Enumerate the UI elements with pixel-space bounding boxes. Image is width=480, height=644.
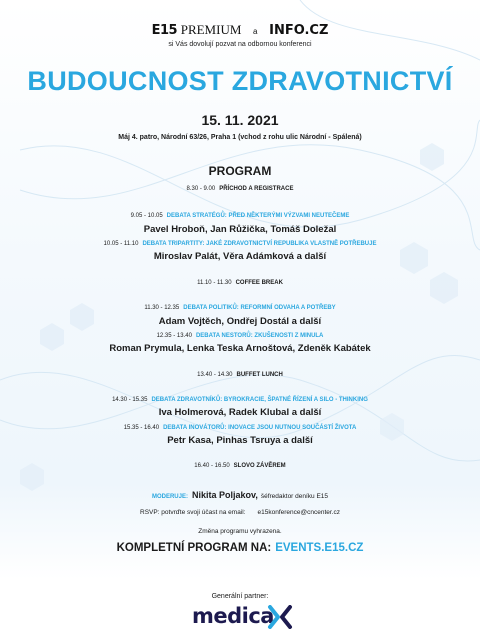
program-speakers: Pavel Hroboň, Jan Růžička, Tomáš Doležal bbox=[143, 224, 337, 235]
info-cz-logo: INFO.CZ bbox=[269, 23, 329, 38]
program-label: COFFEE BREAK bbox=[235, 280, 283, 286]
moderator-role: šéfredaktor deníku E15 bbox=[260, 493, 329, 500]
program-label: DEBATA TRIPARTITY: JAKÉ ZDRAVOTNICTVÍ REPUBLIKA VLASTNĚ POTŘEBUJE bbox=[142, 241, 377, 247]
program-label: SLOVO ZÁVĚREM bbox=[233, 463, 286, 469]
premium-wordmark: PREMIUM bbox=[180, 22, 242, 37]
program-item bbox=[0, 425, 480, 431]
program-time: 9.05 - 10.05 bbox=[130, 213, 163, 219]
program-time: 12.35 - 13.40 bbox=[156, 333, 192, 339]
general-partner-label: Generální partner: bbox=[211, 593, 269, 600]
program-item bbox=[0, 186, 480, 192]
program-time: 14.30 - 15.35 bbox=[112, 397, 148, 403]
program-heading: PROGRAM bbox=[208, 164, 272, 178]
program-change-notice: Změna programu vyhrazena. bbox=[198, 528, 282, 535]
moderator-line bbox=[0, 490, 480, 500]
program-label: BUFFET LUNCH bbox=[236, 372, 283, 378]
program-item bbox=[0, 213, 480, 219]
rsvp-text: RSVP: potvrďte svoji účast na email: bbox=[140, 509, 246, 516]
program-label: DEBATA POLITIKŮ: REFORMNÍ ODVAHA A POTŘEBY bbox=[183, 305, 336, 311]
program-label: DEBATA STRATÉGŮ: PŘED NĚKTERÝMI VÝZVAMI NEUTEČEME bbox=[166, 213, 350, 219]
program-speakers: Petr Kasa, Pinhas Tsruya a další bbox=[167, 435, 313, 446]
program-item bbox=[0, 280, 480, 286]
program-time: 11.10 - 11.30 bbox=[197, 280, 232, 286]
program-label: DEBATA ZDRAVOTNÍKŮ: BYROKRACIE, ŠPATNÉ ŘÍZENÍ A SILO - THINKING bbox=[151, 397, 368, 403]
rsvp-email-link[interactable]: e15konference@cncenter.cz bbox=[257, 509, 340, 516]
medica-logo-wordmark: medica bbox=[192, 604, 274, 628]
program-time: 10.05 - 11.10 bbox=[103, 241, 139, 247]
full-program-line bbox=[0, 542, 480, 554]
program-item bbox=[0, 397, 480, 403]
events-website-link[interactable]: EVENTS.E15.CZ bbox=[275, 542, 364, 554]
program-speakers: Miroslav Palát, Věra Adámková a další bbox=[153, 251, 327, 262]
program-item bbox=[0, 463, 480, 469]
program-label: DEBATA INOVÁTORŮ: INOVACE JSOU NUTNOU SOUČÁSTÍ ŽIVOTA bbox=[163, 425, 357, 431]
logo-connector: a bbox=[253, 27, 258, 36]
program-item bbox=[0, 372, 480, 378]
program-speakers: Adam Vojtěch, Ondřej Dostál a další bbox=[158, 316, 322, 327]
program-time: 8.30 - 9.00 bbox=[186, 186, 216, 192]
program-speakers: Iva Holmerová, Radek Klubal a další bbox=[158, 407, 322, 418]
hexagon-shape bbox=[430, 272, 458, 304]
e15-logo: E15 bbox=[151, 23, 178, 38]
rsvp-line bbox=[0, 509, 480, 516]
program-item bbox=[0, 305, 480, 311]
program-time: 13.40 - 14.30 bbox=[197, 372, 233, 378]
moderator-label: MODERUJE: bbox=[151, 494, 188, 500]
program-label: PŘÍCHOD A REGISTRACE bbox=[219, 186, 294, 192]
program-label: DEBATA NESTORŮ: ZKUŠENOSTI Z MINULA bbox=[195, 333, 324, 339]
invitation-text: si Vás dovolují pozvat na odbornou konferenci bbox=[168, 41, 312, 48]
program-time: 15.35 - 16.40 bbox=[123, 425, 160, 431]
program-item bbox=[0, 333, 480, 339]
program-item bbox=[0, 241, 480, 247]
organizer-logos bbox=[0, 22, 480, 38]
program-time: 16.40 - 16.50 bbox=[194, 463, 230, 469]
full-program-label: KOMPLETNÍ PROGRAM NA: bbox=[116, 542, 272, 554]
moderator-name: Nikita Poljakov, bbox=[191, 490, 258, 500]
event-title: BUDOUCNOST ZDRAVOTNICTVÍ bbox=[27, 66, 453, 96]
program-time: 11.30 - 12.35 bbox=[144, 305, 180, 311]
program-speakers: Roman Prymula, Lenka Teska Arnoštová, Zdeněk Kabátek bbox=[109, 343, 371, 354]
event-venue: Máj 4. patro, Národní 63/26, Praha 1 (vchod z rohu ulic Národní - Spálená) bbox=[118, 134, 362, 141]
event-date: 15. 11. 2021 bbox=[201, 112, 279, 128]
medica-x-mark-icon bbox=[267, 605, 293, 629]
